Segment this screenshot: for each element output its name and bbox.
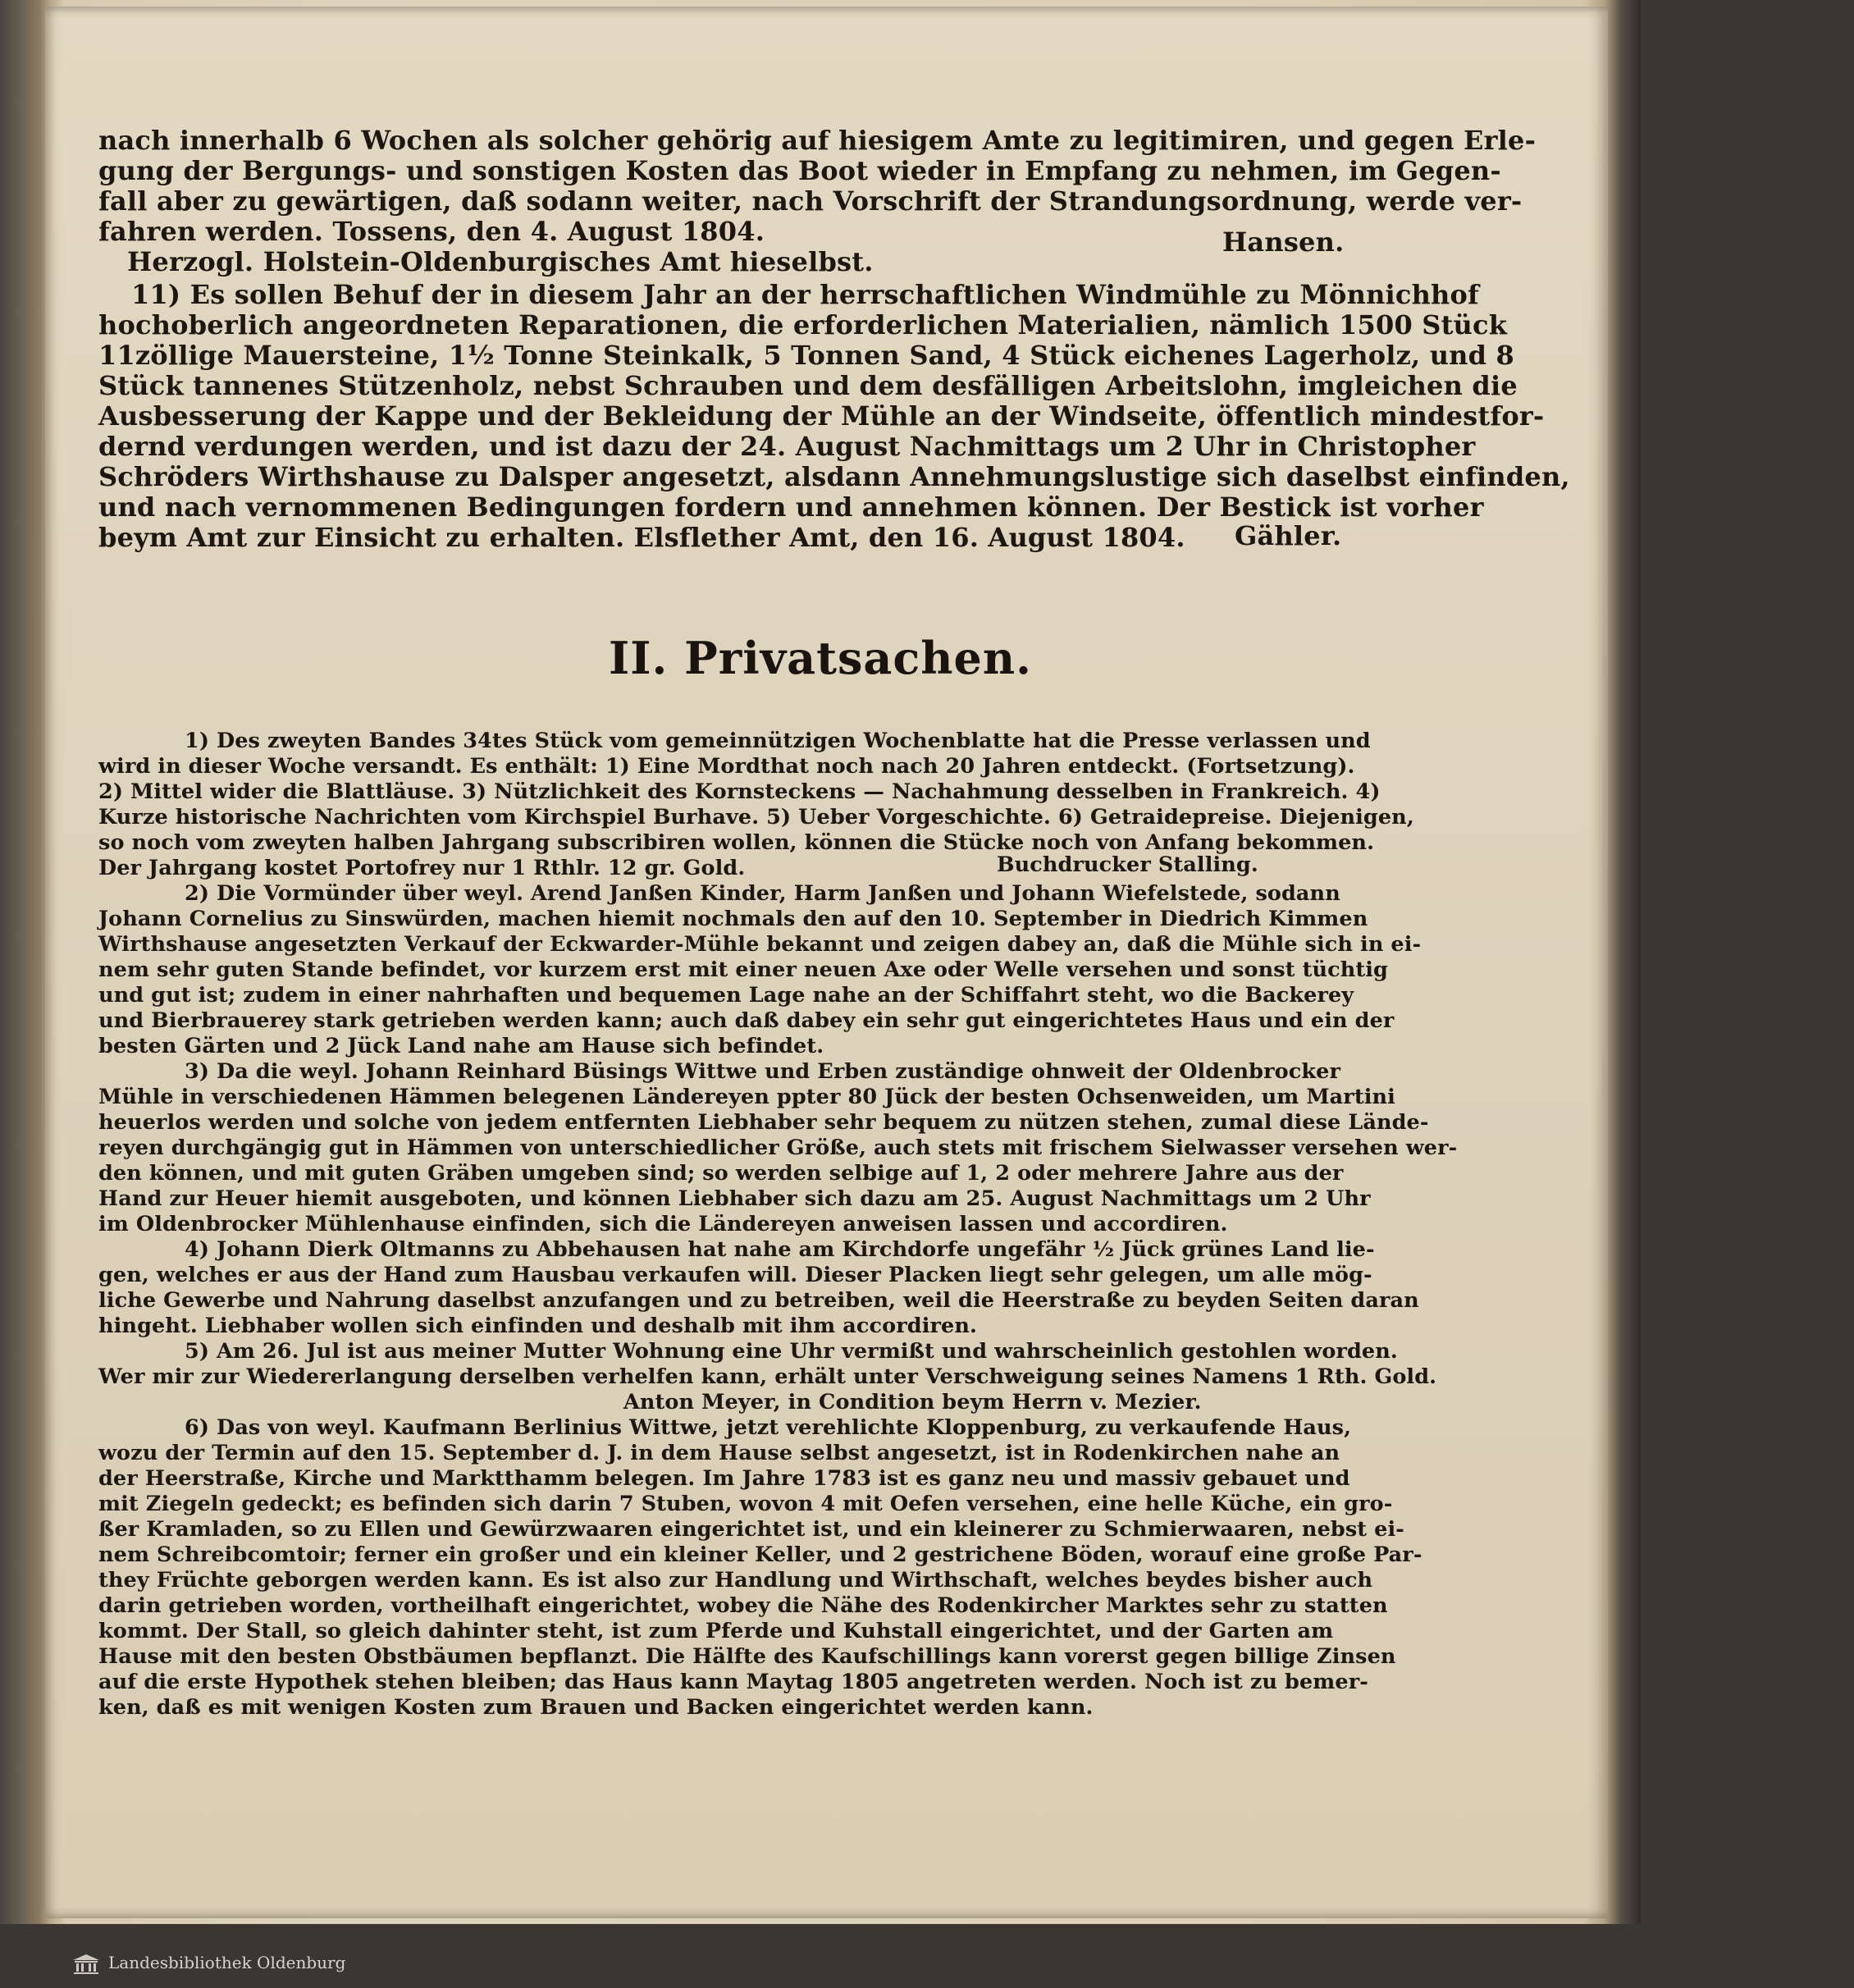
text-line: dernd verdungen werden, und ist dazu der 24. August Nachmittags um 2 Uhr in Christopher <box>98 431 1476 462</box>
text-line: nem Schreibcomtoir; ferner ein großer und ein kleiner Keller, und 2 gestrichene Böden, worauf eine große Par- <box>98 1542 1422 1567</box>
text-line: reyen durchgängig gut in Hämmen von unterschiedlicher Größe, auch stets mit frischem Sielwasser versehen wer- <box>98 1136 1458 1160</box>
text-line: 1) Des zweyten Bandes 34tes Stück vom gemeinnützigen Wochenblatte hat die Presse verlassen und <box>185 729 1371 753</box>
text-line: Stück tannenes Stützenholz, nebst Schrauben und dem desfälligen Arbeitslohn, imgleichen die <box>98 370 1518 401</box>
text-line: nach innerhalb 6 Wochen als solcher gehörig auf hiesigem Amte zu legitimiren, und gegen Erle- <box>98 125 1537 156</box>
text-line: wozu der Termin auf den 15. September d. J. in dem Hause selbst angesetzt, ist in Rodenkirchen nahe an <box>98 1441 1340 1465</box>
text-line: 5) Am 26. Jul ist aus meiner Mutter Wohnung eine Uhr vermißt und wahrscheinlich gestohlen worden. <box>185 1339 1398 1364</box>
text-line: auf die erste Hypothek stehen bleiben; das Haus kann Maytag 1805 angetreten werden. Noch ist zu bemer- <box>98 1670 1368 1694</box>
notice11-signature: Gähler. <box>1235 520 1342 551</box>
library-name: Landesbibliothek Oldenburg <box>108 1953 346 1972</box>
text-line: darin getrieben worden, vortheilhaft eingerichtet, wobey die Nähe des Rodenkircher Marktes sehr zu statten <box>98 1593 1388 1618</box>
text-line: so noch vom zweyten halben Jahrgang subscribiren wollen, können die Stücke noch von Anfang bekommen. <box>98 830 1375 855</box>
text-line: hochoberlich angeordneten Reparationen, die erforderlichen Materialien, nämlich 1500 Stück <box>98 309 1508 340</box>
office-signature: Hansen. <box>1222 226 1345 258</box>
text-line: 3) Da die weyl. Johann Reinhard Büsings Wittwe und Erben zuständige ohnweit der Oldenbrocker <box>185 1059 1341 1084</box>
text-line: Wer mir zur Wiedererlangung derselben verhelfen kann, erhält unter Verschweigung seines Namens 1 Rth. Gold. <box>98 1364 1437 1389</box>
text-line: besten Gärten und 2 Jück Land nahe am Hause sich befindet. <box>98 1034 824 1058</box>
text-line: kommt. Der Stall, so gleich dahinter steht, ist zum Pferde und Kuhstall eingerichtet, und der Garten am <box>98 1619 1334 1643</box>
text-line: 6) Das von weyl. Kaufmann Berlinius Wittwe, jetzt verehlichte Kloppenburg, zu verkaufende Haus, <box>185 1415 1352 1440</box>
text-line: heuerlos werden und solche von jedem entfernten Liebhaber sehr bequem zu nützen stehen, zumal diese Lände- <box>98 1110 1429 1135</box>
text-line: Johann Cornelius zu Sinswürden, machen hiemit nochmals den auf den 10. September in Diedrich Kimmen <box>98 907 1368 931</box>
text-line: they Früchte geborgen werden kann. Es ist also zur Handlung und Wirthschaft, welches beydes bisher auch <box>98 1568 1373 1593</box>
printer-signature: Buchdrucker Stalling. <box>997 852 1258 877</box>
text-line: ßer Kramladen, so zu Ellen und Gewürzwaaren eingerichtet ist, und ein kleinerer zu Schmierwaaren, nebst ei- <box>98 1517 1404 1542</box>
office-line: Herzogl. Holstein-Oldenburgisches Amt hieselbst. <box>127 246 874 277</box>
text-line: gen, welches er aus der Hand zum Hausbau verkaufen will. Dieser Placken liegt sehr gelegen, um alle mög- <box>98 1263 1372 1287</box>
text-line: Wirthshause angesetzten Verkauf der Eckwarder-Mühle bekannt und zeigen dabey an, daß die Mühle sich in ei- <box>98 932 1422 957</box>
library-building-icon <box>72 1954 100 1975</box>
text-line: 4) Johann Dierk Oltmanns zu Abbehausen hat nahe am Kirchdorfe ungefähr ½ Jück grünes Land lie- <box>185 1237 1375 1262</box>
text-line: hingeht. Liebhaber wollen sich einfinden und deshalb mit ihm accordiren. <box>98 1314 977 1338</box>
text-line: beym Amt zur Einsicht zu erhalten. Elsflether Amt, den 16. August 1804. <box>98 522 1185 553</box>
text-line: liche Gewerbe und Nahrung daselbst anzufangen und zu betreiben, weil die Heerstraße zu beyden Seiten daran <box>98 1288 1419 1313</box>
text-line: ken, daß es mit wenigen Kosten zum Brauen und Backen eingerichtet werden kann. <box>98 1695 1094 1720</box>
text-line: Kurze historische Nachrichten vom Kirchspiel Burhave. 5) Ueber Vorgeschichte. 6) Getraidepreise. Diejenigen, <box>98 805 1414 829</box>
text-line: Hause mit den besten Obstbäumen bepflanzt. Die Hälfte des Kaufschillings kann vorerst gegen billige Zinsen <box>98 1644 1396 1669</box>
text-line: mit Ziegeln gedeckt; es befinden sich darin 7 Stuben, wovon 4 mit Oefen versehen, eine helle Küche, ein gro- <box>98 1492 1393 1516</box>
text-line: 11) Es sollen Behuf der in diesem Jahr an der herrschaftlichen Windmühle zu Mönnichhof <box>131 279 1480 310</box>
text-line: wird in dieser Woche versandt. Es enthält: 1) Eine Mordthat noch nach 20 Jahren entdeckt. (Fortsetzung). <box>98 754 1355 779</box>
text-line: 11zöllige Mauersteine, 1½ Tonne Steinkalk, 5 Tonnen Sand, 4 Stück eichenes Lagerholz, und 8 <box>98 340 1515 371</box>
text-line: Der Jahrgang kostet Portofrey nur 1 Rthlr. 12 gr. Gold. <box>98 856 746 880</box>
text-line: im Oldenbrocker Mühlenhause einfinden, sich die Ländereyen anweisen lassen und accordiren. <box>98 1212 1228 1236</box>
text-line: Schröders Wirthshause zu Dalsper angesetzt, alsdann Annehmungslustige sich daselbst einfinden, <box>98 461 1570 492</box>
text-line: und nach vernommenen Bedingungen fordern und annehmen können. Der Bestick ist vorher <box>98 491 1484 523</box>
text-line: Ausbesserung der Kappe und der Bekleidung der Mühle an der Windseite, öffentlich mindestfor- <box>98 400 1545 432</box>
text-line: fahren werden. Tossens, den 4. August 1804. <box>98 216 765 247</box>
text-line: und Bierbrauerey stark getrieben werden kann; auch daß dabey ein sehr gut eingerichtetes Haus und ein der <box>98 1008 1395 1033</box>
text-line: der Heerstraße, Kirche und Marktthamm belegen. Im Jahre 1783 ist es ganz neu und massiv gebauet und <box>98 1466 1350 1491</box>
text-line: fall aber zu gewärtigen, daß sodann weiter, nach Vorschrift der Strandungsordnung, werde ver- <box>98 185 1523 217</box>
text-line: Anton Meyer, in Condition beym Herrn v. Mezier. <box>623 1390 1202 1414</box>
text-line: 2) Die Vormünder über weyl. Arend Janßen Kinder, Harm Janßen und Johann Wiefelstede, sodann <box>185 881 1340 906</box>
text-line: nem sehr guten Stande befindet, vor kurzem erst mit einer neuen Axe oder Welle versehen und sonst tüchtig <box>98 957 1388 982</box>
text-line: 2) Mittel wider die Blattläuse. 3) Nützlichkeit des Kornsteckens — Nachahmung desselben in Frankreich. 4) <box>98 779 1381 804</box>
text-line: gung der Bergungs- und sonstigen Kosten das Boot wieder in Empfang zu nehmen, im Gegen- <box>98 155 1501 186</box>
text-line: Mühle in verschiedenen Hämmen belegenen Ländereyen ppter 80 Jück der besten Ochsenweiden, um Martini <box>98 1085 1395 1109</box>
text-line: den können, und mit guten Gräben umgeben sind; so werden selbige auf 1, 2 oder mehrere Jahre aus der <box>98 1161 1344 1186</box>
text-line: Hand zur Heuer hiemit ausgeboten, und können Liebhaber sich dazu am 25. August Nachmittags um 2 Uhr <box>98 1186 1371 1211</box>
section-heading: II. Privatsachen. <box>609 632 1032 684</box>
text-line: und gut ist; zudem in einer nahrhaften und bequemen Lage nahe an der Schiffahrt steht, wo die Backerey <box>98 983 1354 1008</box>
